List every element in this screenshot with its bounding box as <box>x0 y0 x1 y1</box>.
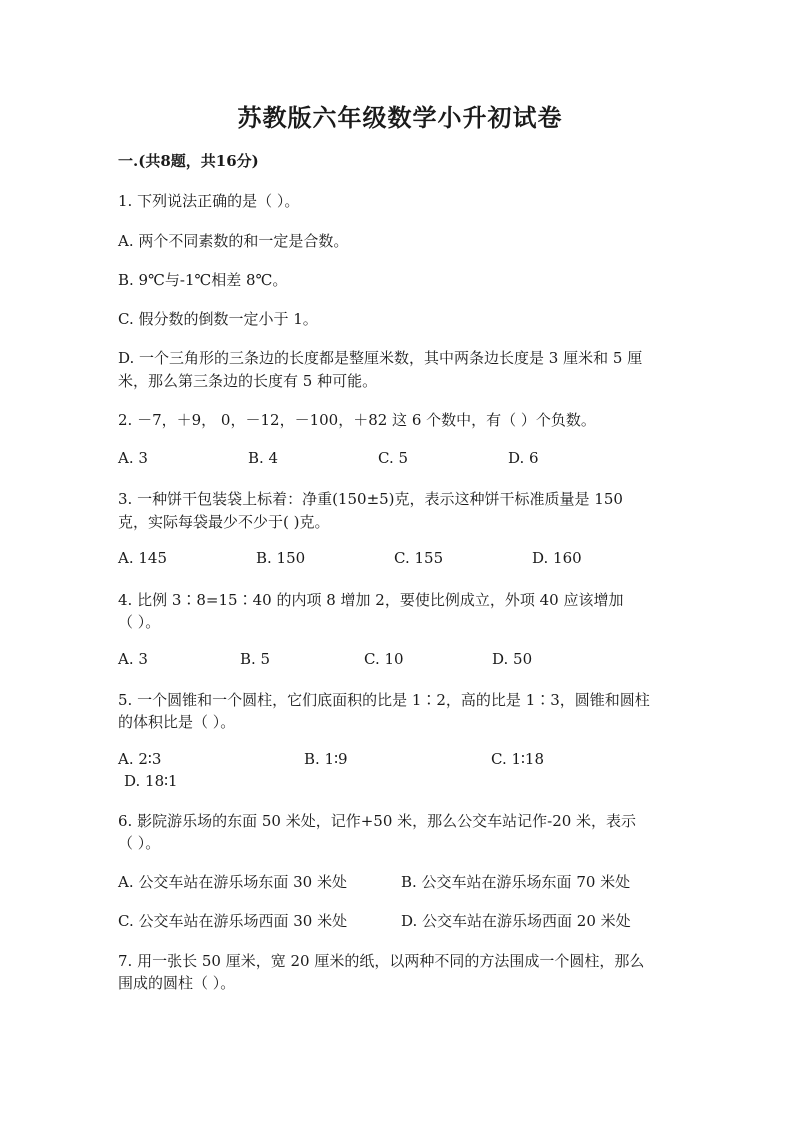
question-5-option-c: C. 1∶18 <box>491 750 545 768</box>
question-6-stem-line1: 6. 影院游乐场的东面 50 米处，记作+50 米，那么公交车站记作-20 米，表示 <box>118 812 637 830</box>
question-6-option-b: B. 公交车站在游乐场东面 70 米处 <box>401 873 631 891</box>
question-1-option-a: A. 两个不同素数的和一定是合数。 <box>118 232 349 250</box>
question-4-option-b: B. 5 <box>240 650 271 668</box>
question-3-option-b: B. 150 <box>256 549 306 567</box>
question-5-option-a: A. 2∶3 <box>118 750 162 768</box>
question-3-option-a: A. 145 <box>118 549 167 567</box>
question-5-stem-line1: 5. 一个圆锥和一个圆柱，它们底面积的比是 1∶2，高的比是 1∶3，圆锥和圆柱 <box>118 691 650 709</box>
question-2-option-d: D. 6 <box>508 449 539 467</box>
question-6-option-d: D. 公交车站在游乐场西面 20 米处 <box>401 912 631 930</box>
question-6-option-c: C. 公交车站在游乐场西面 30 米处 <box>118 912 348 930</box>
question-6-stem-line2: （ ）。 <box>118 834 161 852</box>
question-4-option-d: D. 50 <box>492 650 533 668</box>
question-1-option-b: B. 9℃与-1℃相差 8℃。 <box>118 271 288 289</box>
section-heading: 一.(共8题，共16分) <box>118 152 259 170</box>
question-1-option-d-line1: D. 一个三角形的三条边的长度都是整厘米数，其中两条边长度是 3 厘米和 5 厘 <box>118 349 643 367</box>
question-4-stem-line1: 4. 比例 3∶8=15∶40 的内项 8 增加 2，要使比例成立，外项 40 应该增加 <box>118 591 624 609</box>
question-3-option-d: D. 160 <box>532 549 582 567</box>
question-2-stem: 2. －7，＋9， 0，－12，－100，＋82 这 6 个数中，有（ ）个负数。 <box>118 411 596 429</box>
question-7-stem-line2: 围成的圆柱（ ）。 <box>118 974 236 992</box>
question-5-option-b: B. 1∶9 <box>304 750 348 768</box>
question-1-option-d-line2: 米，那么第三条边的长度有 5 种可能。 <box>118 372 378 390</box>
question-5-stem-line2: 的体积比是（ ）。 <box>118 713 236 731</box>
question-3-stem-line1: 3. 一种饼干包装袋上标着：净重(150±5)克，表示这种饼干标准质量是 150 <box>118 490 623 508</box>
question-5-option-d: D. 18∶1 <box>124 772 178 790</box>
exam-title: 苏教版六年级数学小升初试卷 <box>237 103 563 132</box>
question-1-stem: 1. 下列说法正确的是（ ）。 <box>118 192 300 210</box>
question-3-option-c: C. 155 <box>394 549 444 567</box>
question-2-option-c: C. 5 <box>378 449 409 467</box>
question-7-stem-line1: 7. 用一张长 50 厘米，宽 20 厘米的纸，以两种不同的方法围成一个圆柱，那么 <box>118 952 645 970</box>
question-4-stem-line2: （ ）。 <box>118 613 161 631</box>
question-1-option-c: C. 假分数的倒数一定小于 1。 <box>118 310 318 328</box>
question-3-stem-line2: 克，实际每袋最少不少于( )克。 <box>118 513 330 531</box>
question-4-option-a: A. 3 <box>118 650 148 668</box>
question-2-option-b: B. 4 <box>248 449 279 467</box>
question-6-option-a: A. 公交车站在游乐场东面 30 米处 <box>118 873 347 891</box>
question-4-option-c: C. 10 <box>364 650 404 668</box>
question-2-option-a: A. 3 <box>118 449 148 467</box>
